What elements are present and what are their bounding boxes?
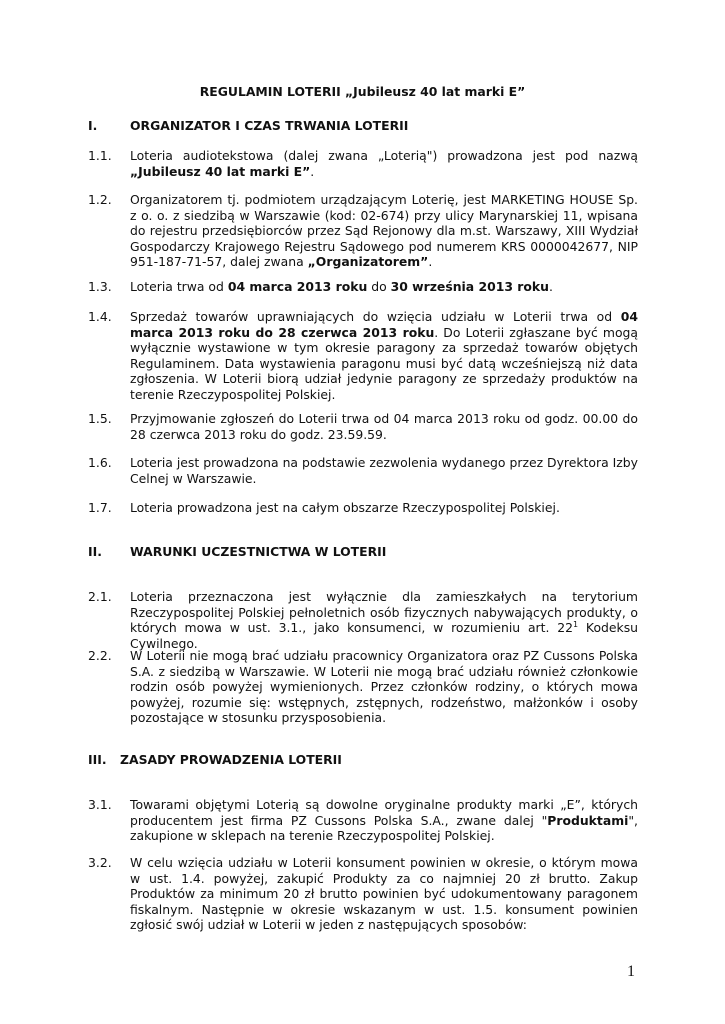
- section-title: WARUNKI UCZESTNICTWA W LOTERII: [130, 544, 387, 559]
- section-heading-2: [88, 544, 386, 560]
- section-title: ZASADY PROWADZENIA LOTERII: [120, 752, 342, 767]
- paragraph-number: 2.2.: [88, 648, 112, 663]
- paragraph-text: Loteria audiotekstowa (dalej zwana „Loterią") prowadzona jest pod nazwą „Jubileusz 40 lat marki E”.: [130, 148, 638, 179]
- paragraph-text: Loteria prowadzona jest na całym obszarze Rzeczypospolitej Polskiej.: [130, 500, 560, 515]
- paragraph-text: W celu wzięcia udziału w Loterii konsument powinien w okresie, o którym mowa w ust. 1.4. powyżej, zakupić Produkty za co najmniej 20 zł brutto. Zakup Produktów za minimum 20 zł brutto powinien być udokumentowany paragonem fiskalnym. Następnie w okresie wskazanym w ust. 1.5. konsument powinien zgłosić swój udział w Loterii w jeden z następujących sposobów:: [130, 855, 638, 933]
- paragraph-number: 2.1.: [88, 589, 112, 604]
- paragraph-1-1: [88, 148, 638, 179]
- paragraph-text: W Loterii nie mogą brać udziału pracownicy Organizatora oraz PZ Cussons Polska S.A. z siedzibą w Warszawie. W Loterii nie mogą brać udziału również członkowie rodzin osób powyżej wymienionych. Przez członków rodziny, o których mowa powyżej, rozumie się: wstępnych, zstępnych, rodzeństwo, małżonków i osoby pozostające w stosunku przysposobienia.: [130, 648, 638, 726]
- paragraph-1-4: [88, 309, 638, 403]
- section-number: III.: [88, 752, 107, 767]
- paragraph-text: Sprzedaż towarów uprawniających do wzięcia udziału w Loterii trwa od 04 marca 2013 roku do 28 czerwca 2013 roku. Do Loterii zgłaszane być mogą wyłącznie wystawione w tym okresie paragony za sprzedaż towarów objętych Regulaminem. Data wystawienia paragonu musi być datą wcześniejszą niż data zgłoszenia. W Loterii biorą udział jedynie paragony ze sprzedaży produktów na terenie Rzeczypospolitej Polskiej.: [130, 309, 638, 402]
- section-number: II.: [88, 544, 102, 559]
- paragraph-number: 1.7.: [88, 500, 112, 515]
- paragraph-text: Loteria trwa od 04 marca 2013 roku do 30 września 2013 roku.: [130, 279, 553, 294]
- paragraph-1-6: [88, 455, 638, 486]
- paragraph-text: Organizatorem tj. podmiotem urządzającym Loterię, jest MARKETING HOUSE Sp. z o. o. z siedzibą w Warszawie (kod: 02-674) przy ulicy Marynarskiej 11, wpisana do rejestru przedsiębiorców przez Sąd Rejonowy dla m.st. Warszawy, XIII Wydział Gospodarczy Krajowego Rejestru Sądowego pod numerem KRS 0000042677, NIP 951-187-71-57, dalej zwana „Organizatorem”.: [130, 192, 638, 270]
- paragraph-number: 1.2.: [88, 192, 112, 207]
- section-title: ORGANIZATOR I CZAS TRWANIA LOTERII: [130, 118, 409, 133]
- paragraph-1-5: [88, 411, 638, 442]
- paragraph-1-7: [88, 500, 638, 516]
- paragraph-2-1: [88, 589, 638, 651]
- paragraph-number: 1.5.: [88, 411, 112, 426]
- page-number: 1: [627, 963, 635, 980]
- paragraph-number: 1.4.: [88, 309, 112, 324]
- paragraph-text: Towarami objętymi Loterią są dowolne oryginalne produkty marki „E”, których producentem jest firma PZ Cussons Polska S.A., zwane dalej "Produktami", zakupione w sklepach na terenie Rzeczypospolitej Polskiej.: [130, 797, 638, 844]
- paragraph-1-2: [88, 192, 638, 270]
- paragraph-3-2: [88, 855, 638, 933]
- paragraph-2-2: [88, 648, 638, 726]
- paragraph-text: Loteria przeznaczona jest wyłącznie dla zamieszkałych na terytorium Rzeczypospolitej Polskiej pełnoletnich osób fizycznych nabywających produkty, o których mowa w ust. 3.1., jako konsumenci, w rozumieniu art. $22^1$ Kodeksu Cywilnego.: [130, 589, 638, 651]
- paragraph-number: 3.2.: [88, 855, 112, 870]
- paragraph-number: 1.1.: [88, 148, 112, 163]
- section-heading-3: [88, 752, 342, 768]
- paragraph-number: 1.6.: [88, 455, 112, 470]
- paragraph-1-3: [88, 279, 638, 295]
- section-heading-1: [88, 118, 408, 134]
- paragraph-text: Przyjmowanie zgłoszeń do Loterii trwa od 04 marca 2013 roku od godz. 00.00 do 28 czerwca 2013 roku do godz. 23.59.59.: [130, 411, 638, 442]
- document-title: REGULAMIN LOTERII „Jubileusz 40 lat marki E”: [199, 84, 526, 99]
- paragraph-3-1: [88, 797, 638, 844]
- paragraph-number: 3.1.: [88, 797, 112, 812]
- paragraph-text: Loteria jest prowadzona na podstawie zezwolenia wydanego przez Dyrektora Izby Celnej w Warszawie.: [130, 455, 638, 486]
- section-number: I.: [88, 118, 98, 133]
- paragraph-number: 1.3.: [88, 279, 112, 294]
